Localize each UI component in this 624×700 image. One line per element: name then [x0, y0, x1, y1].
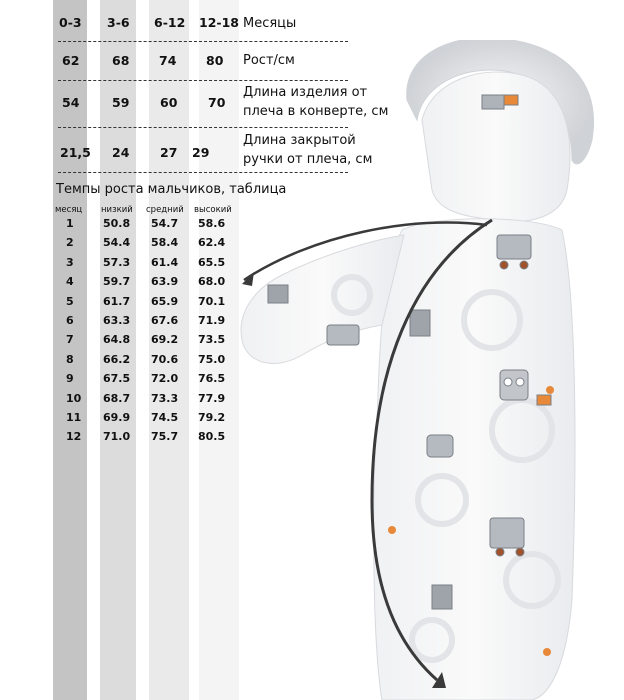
- divider: [58, 80, 348, 81]
- size-cell: 59: [112, 95, 130, 110]
- size-cell: 74: [159, 53, 177, 68]
- growth-value-cell: 77.9: [198, 391, 226, 405]
- growth-month-cell: 2: [66, 236, 74, 250]
- divider: [58, 127, 348, 128]
- growth-value-cell: 76.5: [198, 372, 226, 386]
- growth-value-cell: 71.9: [198, 314, 226, 327]
- growth-month-cell: 3: [66, 255, 74, 269]
- growth-value-cell: 65.5: [198, 255, 226, 269]
- size-row-label: Рост/см: [243, 53, 295, 68]
- size-cell: 27: [160, 145, 178, 160]
- growth-value-cell: 79.2: [198, 411, 226, 424]
- growth-value-cell: 73.5: [198, 333, 226, 347]
- size-cell: 0-3: [59, 15, 82, 30]
- growth-month-cell: 4: [66, 275, 74, 289]
- growth-month-cell: 12: [66, 430, 82, 444]
- size-row-label-line: плеча в конверте, см: [243, 104, 389, 119]
- growth-header: низкий: [101, 205, 133, 215]
- growth-value-cell: 71.0: [103, 430, 131, 444]
- growth-header: высокий: [194, 205, 232, 215]
- growth-header: месяц: [55, 205, 83, 215]
- growth-month-cell: 6: [66, 314, 74, 327]
- growth-value-cell: 68.7: [103, 391, 131, 405]
- growth-value-cell: 69.9: [103, 411, 131, 424]
- size-row-label-line: Длина изделия от: [243, 85, 368, 100]
- size-cell: 21,5: [60, 145, 91, 160]
- growth-value-cell: 62.4: [198, 236, 226, 250]
- size-cell: 54: [62, 95, 80, 110]
- growth-value-cell: 64.8: [103, 333, 131, 347]
- growth-value-cell: 61.4: [151, 255, 179, 269]
- growth-value-cell: 58.6: [198, 217, 226, 230]
- growth-value-cell: 67.6: [151, 314, 179, 327]
- growth-value-cell: 54.7: [151, 217, 179, 230]
- growth-value-cell: 67.5: [103, 372, 131, 386]
- size-cell: 62: [62, 53, 80, 68]
- growth-month-cell: 11: [66, 411, 82, 424]
- growth-value-cell: 73.3: [151, 391, 179, 405]
- size-cell: 29: [192, 145, 210, 160]
- divider: [58, 172, 348, 173]
- growth-value-cell: 66.2: [103, 352, 131, 366]
- growth-header: средний: [146, 205, 184, 215]
- growth-month-cell: 9: [66, 372, 74, 386]
- growth-value-cell: 68.0: [198, 275, 226, 289]
- growth-value-cell: 59.7: [103, 275, 131, 289]
- size-cell: 80: [206, 53, 224, 68]
- growth-value-cell: 70.1: [198, 294, 226, 308]
- growth-value-cell: 61.7: [103, 294, 131, 308]
- divider: [58, 41, 348, 42]
- growth-value-cell: 75.0: [198, 352, 226, 366]
- growth-value-cell: 58.4: [151, 236, 179, 250]
- growth-value-cell: 80.5: [198, 430, 226, 444]
- size-cell: 24: [112, 145, 130, 160]
- size-row-label-line: ручки от плеча, см: [243, 152, 373, 167]
- growth-value-cell: 50.8: [103, 217, 131, 230]
- size-cell: 12-18: [199, 15, 239, 30]
- size-row-label: [243, 83, 388, 121]
- growth-table-title: Темпы роста мальчиков, таблица: [56, 182, 287, 197]
- growth-value-cell: 63.3: [103, 314, 131, 327]
- size-cell: 70: [208, 95, 226, 110]
- growth-month-cell: 7: [66, 333, 74, 347]
- size-cell: 68: [112, 53, 130, 68]
- growth-value-cell: 75.7: [151, 430, 179, 444]
- growth-value-cell: 65.9: [151, 294, 179, 308]
- size-row-label: Месяцы: [243, 16, 297, 31]
- growth-value-cell: 69.2: [151, 333, 179, 347]
- size-cell: 6-12: [154, 15, 186, 30]
- size-cell: 60: [160, 95, 178, 110]
- growth-month-cell: 8: [66, 352, 74, 366]
- size-cell: 3-6: [107, 15, 130, 30]
- growth-value-cell: 57.3: [103, 255, 131, 269]
- growth-month-cell: 1: [66, 217, 74, 230]
- growth-month-cell: 5: [66, 294, 74, 308]
- size-row-label: [243, 131, 372, 169]
- growth-value-cell: 74.5: [151, 411, 179, 424]
- growth-value-cell: 63.9: [151, 275, 179, 289]
- growth-value-cell: 70.6: [151, 352, 179, 366]
- size-row-label-line: Длина закрытой: [243, 133, 356, 148]
- growth-value-cell: 72.0: [151, 372, 179, 386]
- growth-month-cell: 10: [66, 391, 82, 405]
- growth-value-cell: 54.4: [103, 236, 131, 250]
